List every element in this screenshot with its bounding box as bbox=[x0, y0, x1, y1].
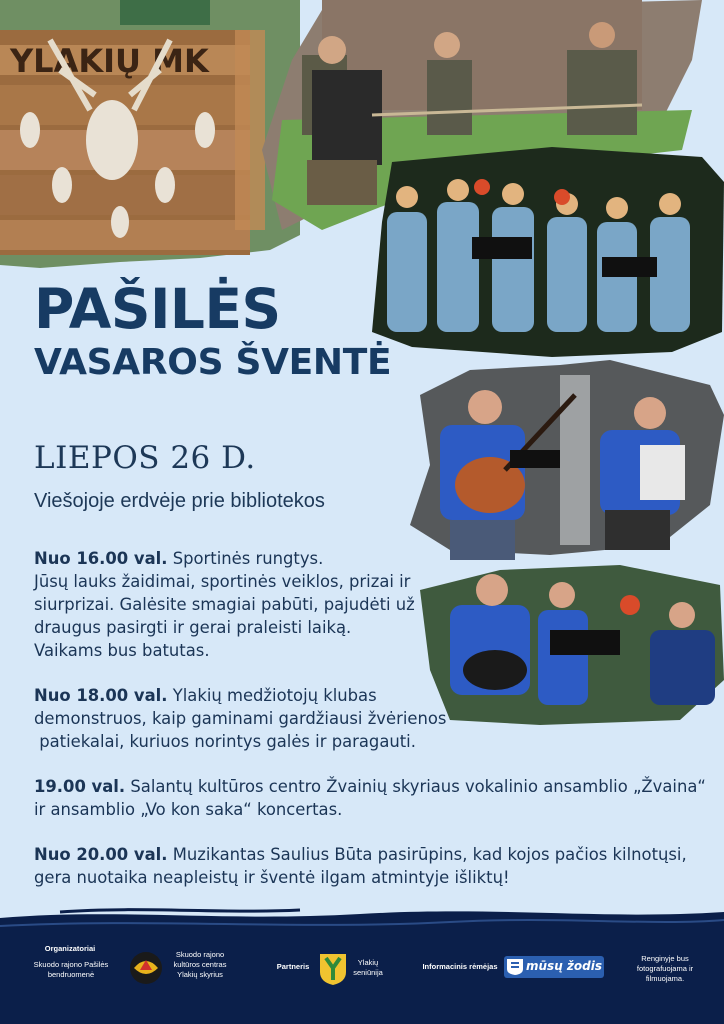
program-time: Nuo 20.00 val. bbox=[34, 845, 168, 864]
photo-musicians-guitar-accordion bbox=[410, 355, 724, 560]
program-text-line: draugus pasirgti ir gerai praleisti laiką. bbox=[34, 618, 352, 637]
program-text-line: Vaikams bus batutas. bbox=[34, 641, 210, 660]
photo-choir-performance bbox=[372, 142, 724, 360]
program-item-18 bbox=[34, 684, 684, 753]
program-text-line: patiekalai, kuriuos norintys galės ir paragauti. bbox=[34, 732, 416, 751]
event-title-line-1: PAŠILĖS bbox=[34, 277, 281, 341]
program-text: Salantų kultūros centro Žvainių skyriaus vokalinio ansamblio „Žvaina“ bbox=[130, 777, 706, 796]
info-sponsor-name: mūsų žodis bbox=[526, 959, 602, 973]
program-item-first-line bbox=[34, 843, 687, 866]
newspaper-crest-icon bbox=[506, 958, 524, 976]
event-date: LIEPOS 26 D. bbox=[34, 440, 256, 476]
program-item-first-line bbox=[34, 547, 684, 570]
program-text-line: ir ansamblio „Vo kon saka“ koncertas. bbox=[34, 800, 343, 819]
event-venue: Viešojoje erdvėje prie bibliotekos bbox=[34, 490, 325, 512]
partner-name: Ylakių seniūnija bbox=[353, 958, 383, 977]
program-item-first-line bbox=[34, 684, 684, 707]
program-text: Ylakių medžiotojų klubas bbox=[172, 686, 377, 705]
photo-hunting-club-sign bbox=[0, 0, 300, 270]
program-text-line: siurprizai. Galėsite smagiai pabūti, pajudėti už bbox=[34, 595, 415, 614]
program-item-16 bbox=[34, 547, 684, 662]
program-time: Nuo 18.00 val. bbox=[34, 686, 168, 705]
seniunija-shield-icon bbox=[318, 952, 348, 986]
program-text: Sportinės rungtys. bbox=[172, 549, 324, 568]
program-text: Muzikantas Saulius Būta pasirūpins, kad kojos pačios kilnotųsi, bbox=[172, 845, 687, 864]
musicians-image-1 bbox=[410, 355, 724, 560]
program-time: Nuo 16.00 val. bbox=[34, 549, 168, 568]
organizer-1: Skuodo rajono Pašilės bendruomenė bbox=[33, 960, 109, 979]
organizer-2: Skuodo rajono kultūros centras Ylakių skyrius bbox=[173, 950, 227, 979]
info-sponsor-label: Informacinis rėmėjas bbox=[422, 962, 498, 971]
choir-image bbox=[372, 142, 724, 360]
program-text-line: Jūsų lauks žaidimai, sportinės veiklos, prizai ir bbox=[34, 572, 411, 591]
info-sponsor-logo bbox=[504, 956, 604, 978]
event-title-line-2: VASAROS ŠVENTĖ bbox=[34, 342, 392, 383]
event-program bbox=[34, 547, 706, 911]
program-text-line: gera nuotaika neapleistų ir šventė ilgam atmintyje išliktų! bbox=[34, 868, 510, 887]
program-text-line: demonstruos, kaip gaminami gardžiausi žvėrienos bbox=[34, 709, 447, 728]
program-item-20 bbox=[34, 843, 687, 889]
hunting-sign-image bbox=[0, 0, 300, 270]
partner-label: Partneris bbox=[276, 962, 310, 971]
culture-centre-logo-icon bbox=[128, 950, 164, 986]
program-item-first-line bbox=[34, 775, 706, 798]
program-time: 19.00 val. bbox=[34, 777, 126, 796]
sign-lettering: YLAKIŲ MK bbox=[10, 42, 209, 80]
photo-notice: Renginyje bus fotografuojama ir filmuojama. bbox=[636, 954, 694, 983]
organizers-label: Organizatoriai bbox=[44, 944, 96, 953]
sponsor-footer bbox=[0, 930, 724, 1024]
program-item-19 bbox=[34, 775, 706, 821]
